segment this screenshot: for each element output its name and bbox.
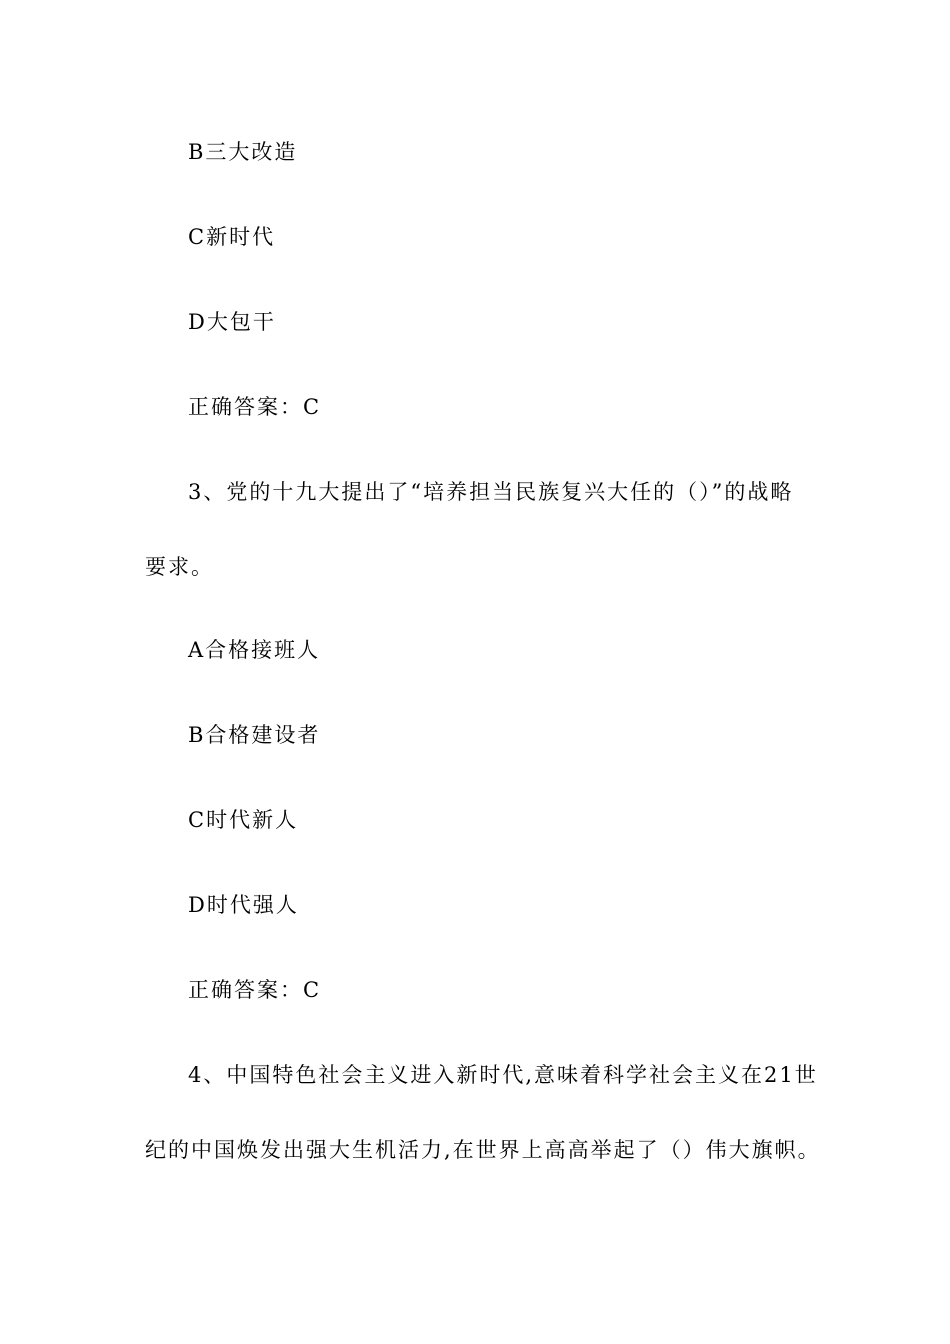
q2-option-b: B三大改造 bbox=[188, 140, 298, 164]
q2-answer: 正确答案：C bbox=[188, 395, 322, 419]
q4-stem-line2: 纪的中国焕发出强大生机活力,在世界上高高举起了（）伟大旗帜。 bbox=[145, 1138, 821, 1162]
q3-option-d: D时代强人 bbox=[188, 893, 299, 917]
q3-option-a: A合格接班人 bbox=[188, 638, 321, 662]
q3-option-c: C时代新人 bbox=[188, 808, 299, 832]
q3-option-b: B合格建设者 bbox=[188, 723, 321, 747]
q2-option-d: D大包干 bbox=[188, 310, 276, 334]
q3-answer: 正确答案：C bbox=[188, 978, 322, 1002]
q2-option-c: C新时代 bbox=[188, 225, 276, 249]
q3-stem-line1: 3、党的十九大提出了“培养担当民族复兴大任的（）”的战略 bbox=[188, 480, 794, 504]
q4-stem-line1: 4、中国特色社会主义进入新时代,意味着科学社会主义在21世 bbox=[188, 1063, 818, 1087]
q3-stem-line2: 要求。 bbox=[145, 555, 214, 579]
